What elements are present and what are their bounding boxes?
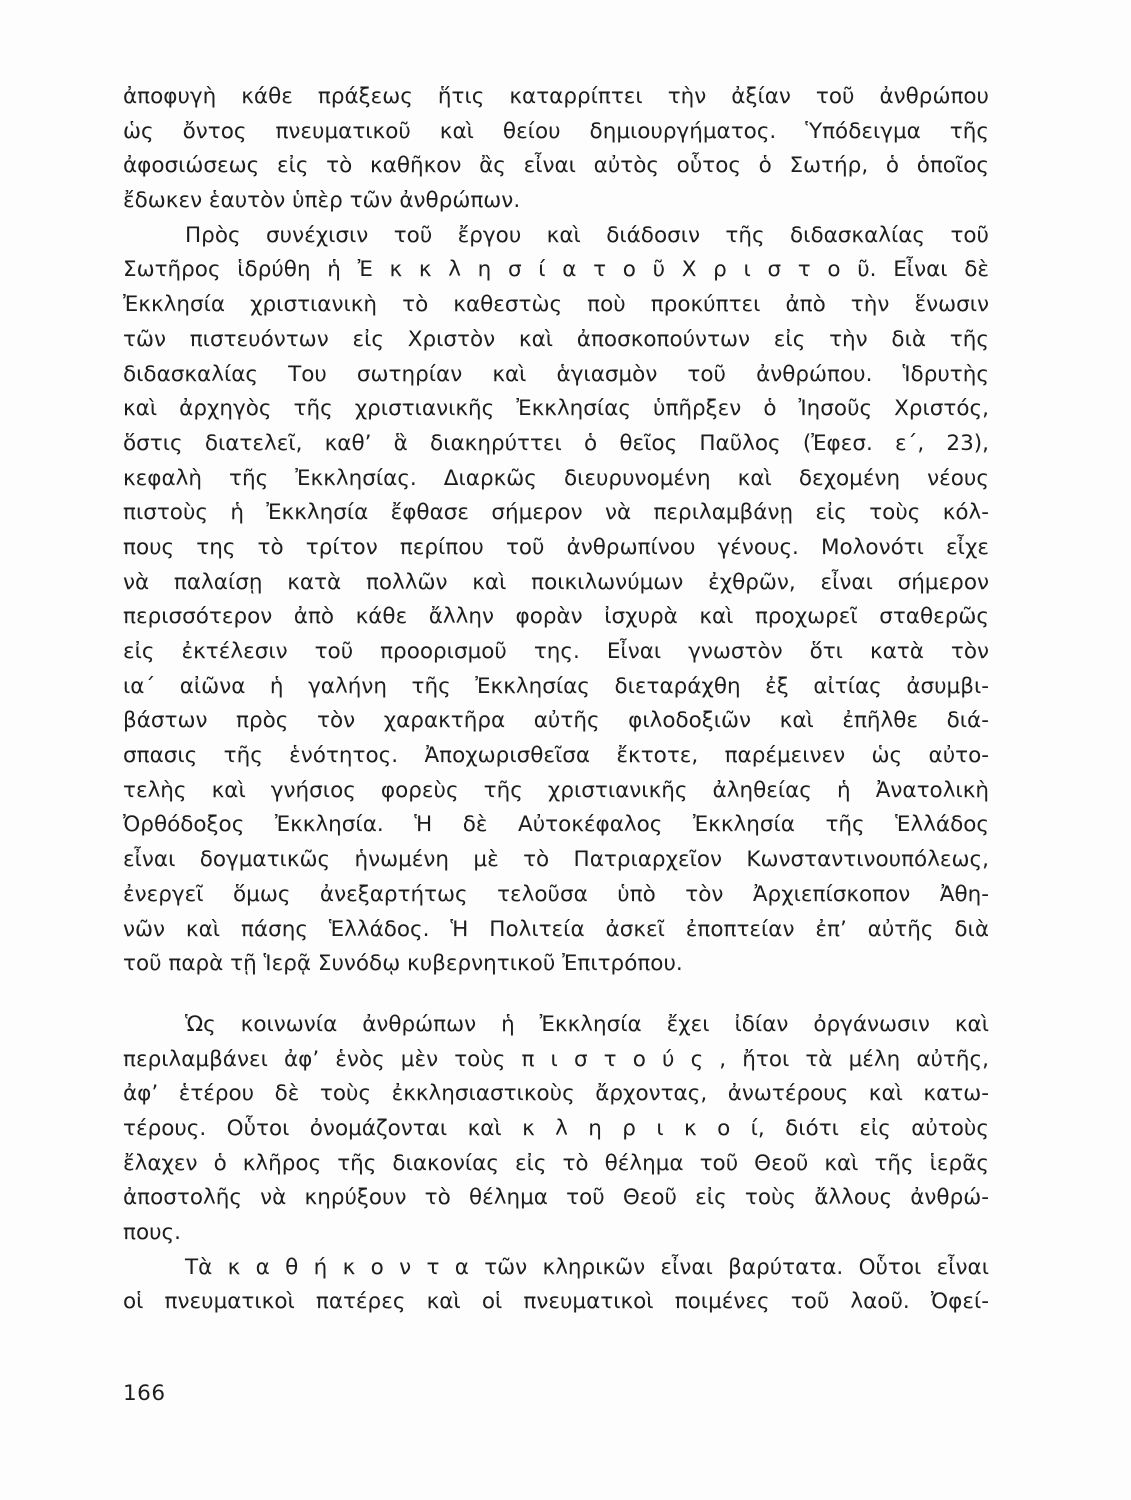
text-line: ὡς ὄντος πνευματικοῦ καὶ θείου δημιουργήματος. Ὑπόδειγμα τῆς: [123, 118, 989, 144]
paragraph-first-line: Τὰ κ α θ ή κ ο ν τ α τῶν κληρικῶν εἶναι βαρύτατα. Οὗτοι εἶναι: [185, 1254, 989, 1280]
text-line: περιλαμβάνει ἀφ’ ἑνὸς μὲν τοὺς π ι σ τ ο ύ ς , ἤτοι τὰ μέλη αὐτῆς,: [123, 1046, 989, 1072]
paragraph-first-line: Πρὸς συνέχισιν τοῦ ἔργου καὶ διάδοσιν τῆς διδασκαλίας τοῦ: [185, 222, 989, 248]
text-line: σπασις τῆς ἑνότητος. Ἀποχωρισθεῖσα ἔκτοτε, παρέμεινεν ὡς αὐτο-: [123, 743, 989, 769]
text-line: περισσότερον ἀπὸ κάθε ἄλλην φορὰν ἰσχυρὰ καὶ προχωρεῖ σταθερῶς: [123, 604, 989, 630]
text-line: βάστων πρὸς τὸν χαρακτῆρα αὐτῆς φιλοδοξιῶν καὶ ἐπῆλθε διά-: [123, 708, 989, 734]
text-line: ἀποστολῆς νὰ κηρύξουν τὸ θέλημα τοῦ Θεοῦ εἰς τοὺς ἄλλους ἀνθρώ-: [123, 1185, 989, 1211]
text-line: Ἐκκλησία χριστιανικὴ τὸ καθεστὼς ποὺ προκύπτει ἀπὸ τὴν ἕνωσιν: [123, 292, 989, 318]
paragraph-gap: [123, 982, 989, 1008]
text-line: τοῦ παρὰ τῇ Ἱερᾷ Συνόδῳ κυβερνητικοῦ Ἐπιτρόπου.: [123, 951, 683, 977]
text-line: ἀφοσιώσεως εἰς τὸ καθῆκον ἂς εἶναι αὐτὸς οὗτος ὁ Σωτήρ, ὁ ὁποῖος: [123, 153, 989, 179]
text-line: τέρους. Οὗτοι ὀνομάζονται καὶ κ λ η ρ ι κ ο ί, διότι εἰς αὐτοὺς: [123, 1115, 989, 1141]
text-line: ἔδωκεν ἑαυτὸν ὑπὲρ τῶν ἀνθρώπων.: [123, 188, 521, 214]
text-line: νῶν καὶ πάσης Ἑλλάδος. Ἡ Πολιτεία ἀσκεῖ ἐποπτείαν ἐπ’ αὐτῆς διὰ: [123, 916, 989, 942]
text-line: οἱ πνευματικοὶ πατέρες καὶ οἱ πνευματικοὶ ποιμένες τοῦ λαοῦ. Ὀφεί-: [123, 1289, 989, 1315]
paragraph-first-line: Ὡς κοινωνία ἀνθρώπων ἡ Ἐκκλησία ἔχει ἰδίαν ὀργάνωσιν καὶ: [185, 1011, 989, 1037]
text-line: πιστοὺς ἡ Ἐκκλησία ἔφθασε σήμερον νὰ περιλαμβάνῃ εἰς τοὺς κόλ-: [123, 500, 989, 526]
text-line: ια΄ αἰῶνα ἡ γαλήνη τῆς Ἐκκλησίας διεταράχθη ἐξ αἰτίας ἀσυμβι-: [123, 673, 989, 699]
text-line: διδασκαλίας Του σωτηρίαν καὶ ἁγιασμὸν τοῦ ἀνθρώπου. Ἱδρυτὴς: [123, 361, 989, 387]
text-line: ἀποφυγὴ κάθε πράξεως ἥτις καταρρίπτει τὴν ἀξίαν τοῦ ἀνθρώπου: [123, 84, 989, 109]
text-line: ὅστις διατελεῖ, καθ’ ἃ διακηρύττει ὁ θεῖος Παῦλος (Ἐφεσ. ε΄, 23),: [123, 430, 989, 456]
text-line: εἰς ἐκτέλεσιν τοῦ προορισμοῦ της. Εἶναι γνωστὸν ὅτι κατὰ τὸν: [123, 639, 989, 664]
text-line: πους.: [123, 1220, 181, 1245]
text-line: κεφαλὴ τῆς Ἐκκλησίας. Διαρκῶς διευρυνομένη καὶ δεχομένη νέους: [123, 465, 989, 491]
text-line: νὰ παλαίσῃ κατὰ πολλῶν καὶ ποικιλωνύμων ἐχθρῶν, εἶναι σήμερον: [123, 569, 989, 595]
text-line: ἀφ’ ἑτέρου δὲ τοὺς ἐκκλησιαστικοὺς ἄρχοντας, ἀνωτέρους καὶ κατω-: [123, 1081, 989, 1107]
text-line: ἐνεργεῖ ὅμως ἀνεξαρτήτως τελοῦσα ὑπὸ τὸν Ἀρχιεπίσκοπον Ἀθη-: [123, 881, 989, 907]
text-line: τελὴς καὶ γνήσιος φορεὺς τῆς χριστιανικῆς ἀληθείας ἡ Ἀνατολικὴ: [123, 777, 989, 803]
body-text: [123, 80, 989, 1320]
text-line: Σωτῆρος ἱδρύθη ἡ Ἐ κ κ λ η σ ί α τ ο ῦ Χ ρ ι σ τ ο ῦ. Εἶναι δὲ: [123, 257, 989, 283]
text-line: ἔλαχεν ὁ κλῆρος τῆς διακονίας εἰς τὸ θέλημα τοῦ Θεοῦ καὶ τῆς ἱερᾶς: [123, 1150, 989, 1176]
page-number: 166: [123, 1381, 166, 1406]
text-line: καὶ ἀρχηγὸς τῆς χριστιανικῆς Ἐκκλησίας ὑπῆρξεν ὁ Ἰησοῦς Χριστός,: [123, 396, 989, 422]
text-line: εἶναι δογματικῶς ἡνωμένη μὲ τὸ Πατριαρχεῖον Κωνσταντινουπόλεως,: [123, 847, 989, 873]
text-line: τῶν πιστευόντων εἰς Χριστὸν καὶ ἀποσκοπούντων εἰς τὴν διὰ τῆς: [123, 326, 989, 352]
text-line: πους της τὸ τρίτον περίπου τοῦ ἀνθρωπίνου γένους. Μολονότι εἶχε: [123, 534, 989, 560]
text-line: Ὀρθόδοξος Ἐκκλησία. Ἡ δὲ Αὐτοκέφαλος Ἐκκλησία τῆς Ἑλλάδος: [123, 812, 989, 838]
